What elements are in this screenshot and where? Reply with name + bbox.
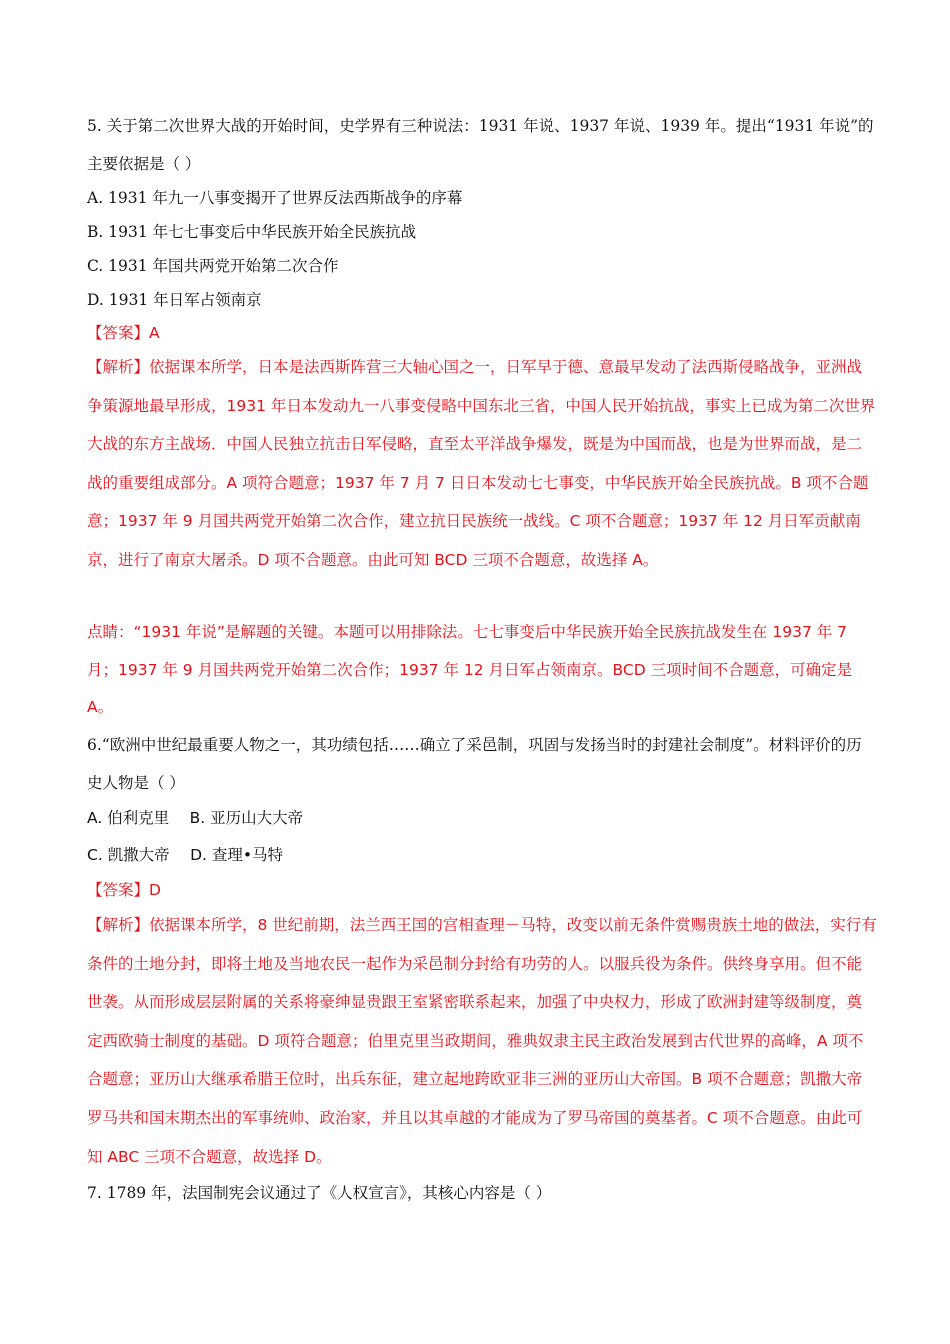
question-5-answer: 【答案】A (87, 324, 160, 342)
question-5-option-b: B. 1931 年七七事变后中华民族开始全民族抗战 (87, 223, 417, 241)
question-5-option-d: D. 1931 年日军占领南京 (87, 291, 262, 309)
question-6-stem: 6.“欧洲中世纪最重要人物之一，其功绩包括……确立了采邑制，巩固与发扬当时的封建社会制度”。材料评价的历史人物是（ ） (87, 736, 862, 792)
question-6-options-row-2: C. 凯撒大帝 D. 查理•马特 (87, 846, 284, 864)
question-5-option-c: C. 1931 年国共两党开始第二次合作 (87, 257, 339, 275)
question-6-analysis: 【解析】依据课本所学，8 世纪前期，法兰西王国的宫相查理－马特，改变以前无条件赏赐贵族土地的做法，实行有条件的土地分封，即将土地及当地农民一起作为采邑制分封给有功劳的人。以服兵役为条件。供终身享用。但不能世袭。从而形成层层附属的关系将豪绅显贵跟王室紧密联系起来，加强了中央权力，形成了欧洲封建等级制度，奠定西欧骑士制度的基础。D 项符合题意；伯里克里当政期间，雅典奴隶主民主政治发展到古代世界的高峰，A 项不合题意；亚历山大继承希腊王位时，出兵东征，建立起地跨欧亚非三洲的亚历山大帝国。B 项不合题意；凯撒大帝罗马共和国末期杰出的军事统帅、政治家，并且以其卓越的才能成为了罗马帝国的奠基者。C 项不合题意。由此可知 ABC 三项不合题意，故选择 D。 (87, 916, 877, 1166)
question-5-analysis: 【解析】依据课本所学，日本是法西斯阵营三大轴心国之一，日军早于德、意最早发动了法西斯侵略战争，亚洲战争策源地最早形成，1931 年日本发动九一八事变侵略中国东北三省，中国人民开始抗战，事实上已成为第二次世界大战的东方主战场．中国人民独立抗击日军侵略，直至太平洋战争爆发，既是为中国而战，也是为世界而战，是二战的重要组成部分。A 项符合题意；1937 年 7 月 7 日日本发动七七事变，中华民族开始全民族抗战。B 项不合题意；1937 年 9 月国共两党开始第二次合作，建立抗日民族统一战线。C 项不合题意；1937 年 12 月日军贡献南京，进行了南京大屠杀。D 项不合题意。由此可知 BCD 三项不合题意，故选择 A。 (87, 358, 876, 569)
question-6-options-row-1: A. 伯利克里 B. 亚历山大大帝 (87, 809, 304, 827)
question-5-tip: 点睛：“1931 年说”是解题的关键。本题可以用排除法。七七事变后中华民族开始全民族抗战发生在 1937 年 7 月；1937 年 9 月国共两党开始第二次合作；1937 年 12 月日军占领南京。BCD 三项时间不合题意，可确定是 A。 (87, 623, 853, 716)
question-7-stem: 7. 1789 年，法国制宪会议通过了《人权宣言》，其核心内容是（ ） (87, 1184, 552, 1202)
question-5-option-a: A. 1931 年九一八事变揭开了世界反法西斯战争的序幕 (87, 189, 463, 207)
question-5-stem: 5. 关于第二次世界大战的开始时间，史学界有三种说法：1931 年说、1937 年说、1939 年。提出“1931 年说”的主要依据是（ ） (87, 117, 874, 173)
question-6-answer: 【答案】D (87, 881, 161, 899)
